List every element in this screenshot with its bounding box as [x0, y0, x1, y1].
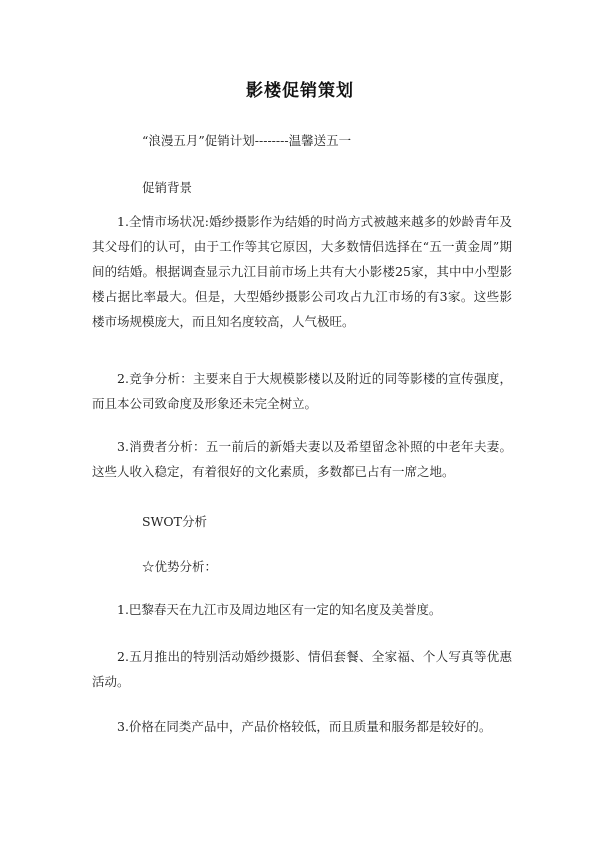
paragraph-strength-3: 3.价格在同类产品中，产品价格较低，而且质量和服务都是较好的。	[117, 719, 492, 734]
section-heading-background: 促销背景	[142, 180, 193, 195]
paragraph-market-status: 1.全情市场状况:婚纱摄影作为结婚的时尚方式被越来越多的妙龄青年及其父母们的认可，由于工作等其它原因，大多数情侣选择在“五一黄金周”期间的结婚。根据调查显示九江目前市场上共有大小影楼25家，其中中小型影楼占据比率最大。但是，大型婚纱摄影公司攻占九江市场的有3家。这些影楼市场规模庞大，而且知名度较高，人气极旺。	[92, 214, 512, 329]
paragraph-competition: 2.竞争分析：主要来自于大规模影楼以及附近的同等影楼的宣传强度，而且本公司致命度及形象还未完全树立。	[92, 371, 512, 411]
document-title: 影楼促销策划	[246, 81, 354, 101]
paragraph-consumers: 3.消费者分析：五一前后的新婚夫妻以及希望留念补照的中老年夫妻。这些人收入稳定，有着很好的文化素质，多数都已占有一席之地。	[92, 439, 512, 479]
section-heading-swot: SWOT分析	[142, 514, 207, 529]
paragraph-strength-2: 2.五月推出的特别活动婚纱摄影、情侣套餐、全家福、个人写真等优惠活动。	[92, 649, 512, 689]
section-heading-strengths: ☆优势分析：	[142, 559, 218, 574]
paragraph-strength-1: 1.巴黎春天在九江市及周边地区有一定的知名度及美誉度。	[117, 602, 442, 617]
subtitle: “浪漫五月”促销计划--------温馨送五一	[142, 133, 352, 148]
